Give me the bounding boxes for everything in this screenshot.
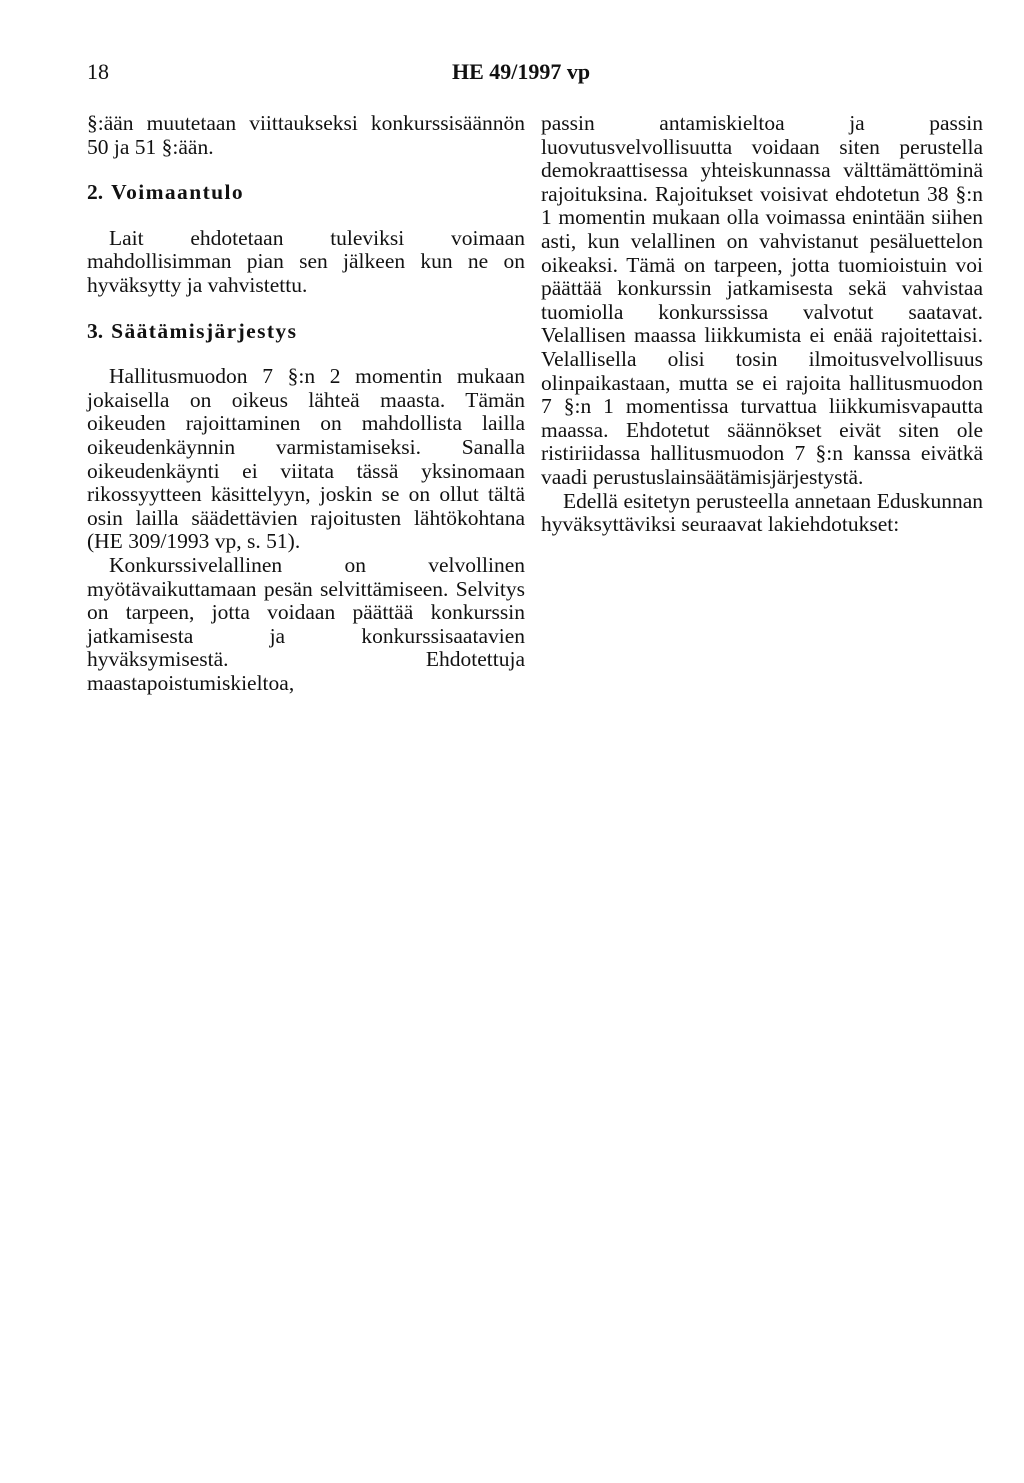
section-number: 2. <box>87 180 104 205</box>
body-paragraph: Konkurssivelallinen on velvollinen myötävaikuttamaan pesän selvittämiseen. Selvitys on tarpeen, jotta voidaan päättää konkurssin jatkamisesta ja konkurssisaatavien hyväksymisestä. Ehdotettuja maastapoistumiskieltoa, <box>87 552 525 695</box>
running-head: HE 49/1997 vp <box>452 59 591 84</box>
section-number: 3. <box>87 318 104 343</box>
left-column <box>87 112 525 695</box>
intro-paragraph: §:ään muutetaan viittaukseksi konkurssisäännön 50 ja 51 §:ään. <box>87 111 525 159</box>
section-heading-saatamisjarjestys <box>87 320 525 344</box>
body-paragraph: Lait ehdotetaan tuleviksi voimaan mahdollisimman pian sen jälkeen kun ne on hyväksytty ja vahvistettu. <box>87 225 525 297</box>
body-paragraph: Edellä esitetyn perusteella annetaan Eduskunnan hyväksyttäviksi seuraavat lakiehdotukset: <box>541 488 983 537</box>
section-heading-voimaantulo <box>87 181 525 205</box>
right-column <box>541 112 983 537</box>
page-number: 18 <box>87 59 109 84</box>
section-title: Voimaantulo <box>111 180 245 205</box>
body-paragraph: passin antamiskieltoa ja passin luovutusvelvollisuutta voidaan siten perustella demokraattisessa yhteiskunnassa välttämättöminä rajoituksina. Rajoitukset voisivat ehdotetun 38 §:n 1 momentin mukaan olla voimassa enintään siihen asti, kun velallinen on vahvistanut pesäluettelon oikeaksi. Tämä on tarpeen, jotta tuomioistuin voi päättää konkurssin jatkamisesta sekä vahvistaa tuomiolla konkurssissa valvotut saatavat. Velallisen maassa liikkumista ei enää rajoitettaisi. Velallisella olisi tosin ilmoitusvelvollisuus olinpaikastaan, mutta se ei rajoita hallitusmuodon 7 §:n 1 momentissa turvattua liikkumisvapautta maassa. Ehdotetut säännökset eivät siten ole ristiriidassa hallitusmuodon 7 §:n kanssa eivätkä vaadi perustuslainsäätämisjärjestystä. <box>541 111 983 489</box>
section-title: Säätämisjärjestys <box>111 318 298 343</box>
body-paragraph: Hallitusmuodon 7 §:n 2 momentin mukaan jokaisella on oikeus lähteä maasta. Tämän oikeuden rajoittaminen on mahdollista lailla oikeudenkäynnin varmistamiseksi. Sanalla oikeudenkäynti ei viitata tässä yksinomaan rikossyytteen käsittelyyn, joskin se on ollut tältä osin lailla säädettävien rajoitusten lähtökohtana (HE 309/1993 vp, s. 51). <box>87 364 525 554</box>
